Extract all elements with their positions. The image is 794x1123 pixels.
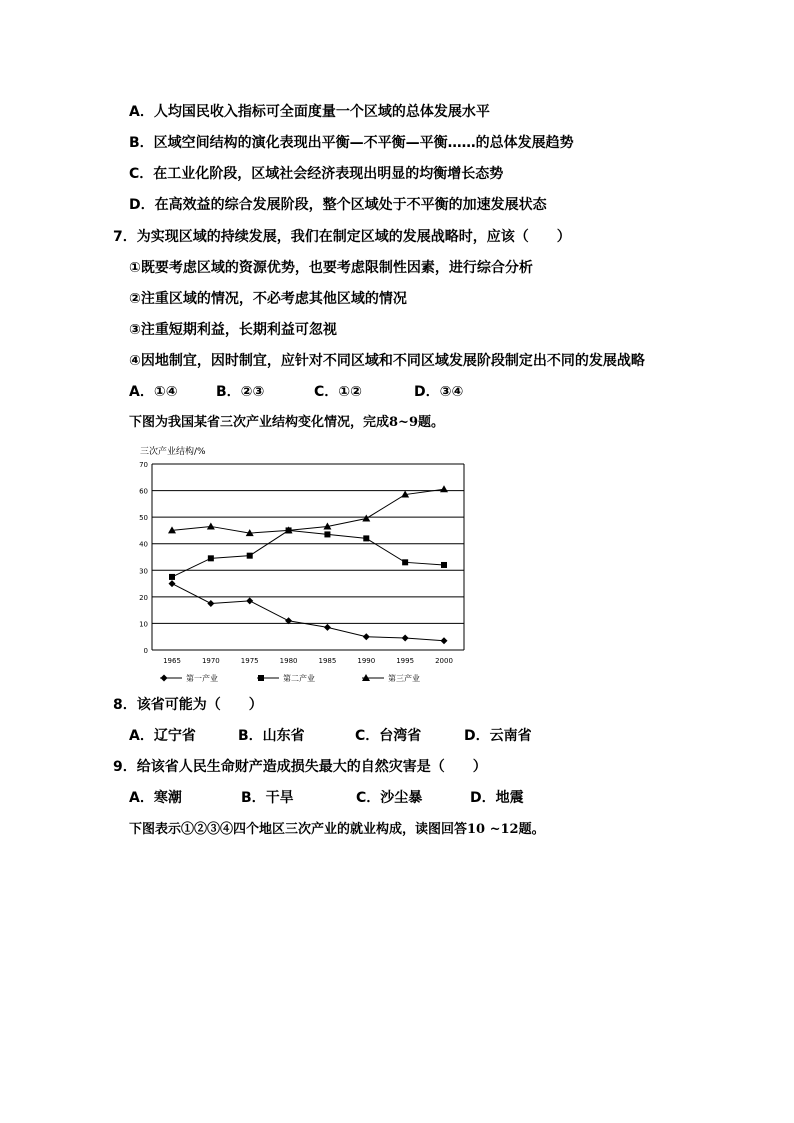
y-tick-label-0: 0	[143, 647, 148, 655]
y-tick-label-10: 10	[139, 620, 148, 629]
point-s1-1965	[169, 580, 176, 587]
x-tick-label-1970: 1970	[201, 657, 220, 665]
x-tick-label-1990: 1990	[357, 657, 376, 665]
x-tick-label-2000: 2000	[435, 657, 453, 665]
point-s2-1965	[169, 574, 175, 580]
legend-label-3: 第三产业	[388, 674, 420, 683]
q9-choices	[0, 788, 794, 808]
point-s2-1985	[324, 531, 330, 537]
y-tick-label-20: 20	[139, 593, 148, 602]
q7-choice-d: D．③④	[414, 384, 464, 400]
q8-choices	[0, 726, 794, 746]
x-tick-label-1995: 1995	[396, 657, 415, 665]
q9-stem: 9．给该省人民生命财产造成损失最大的自然灾害是（ ）	[113, 759, 487, 775]
chart-intro: 下图为我国某省三次产业结构变化情况，完成8~9题。	[129, 415, 444, 430]
y-tick-label-40: 40	[139, 540, 148, 549]
next-figure-intro: 下图表示①②③④四个地区三次产业的就业构成，读图回答10 ~12题。	[129, 822, 545, 837]
y-tick-label-30: 30	[139, 567, 148, 576]
q7-statement-4: ④因地制宜，因时制宜，应针对不同区域和不同区域发展阶段制定出不同的发展战略	[129, 353, 645, 369]
y-axis-label: 三次产业结构/%	[140, 447, 206, 457]
q7-statement-2: ②注重区域的情况，不必考虑其他区域的情况	[129, 291, 407, 307]
legend-marker-1	[161, 675, 168, 682]
y-tick-label-70: 70	[139, 461, 148, 469]
q9-choice-a: A．寒潮	[129, 790, 182, 806]
legend-marker-2	[258, 675, 264, 681]
x-tick-label-1965: 1965	[163, 657, 181, 665]
point-s2-1970	[208, 555, 214, 561]
point-s2-1995	[402, 559, 408, 565]
q8-choice-c: C．台湾省	[355, 728, 422, 744]
point-s1-1995	[402, 635, 409, 642]
point-s2-2000	[441, 562, 447, 568]
y-tick-label-60: 60	[139, 487, 148, 496]
q7-choices	[0, 382, 794, 402]
q7-statement-3: ③注重短期利益，长期利益可忽视	[129, 322, 337, 338]
series-line-1	[172, 584, 444, 641]
y-tick-label-50: 50	[139, 514, 148, 523]
point-s2-1990	[363, 535, 369, 541]
legend-label-2: 第二产业	[283, 674, 315, 683]
point-s1-1985	[324, 624, 331, 631]
x-tick-label-1975: 1975	[240, 657, 259, 665]
q9-choice-b: B．干旱	[241, 790, 294, 806]
industry-structure-chart	[132, 440, 477, 685]
x-tick-label-1985: 1985	[318, 657, 337, 665]
point-s1-2000	[441, 637, 448, 644]
legend-label-1: 第一产业	[186, 674, 218, 683]
point-s1-1975	[246, 597, 253, 604]
point-s3-1970	[207, 522, 215, 529]
q9-choice-d: D．地震	[470, 790, 524, 806]
point-s1-1990	[363, 633, 370, 640]
q9-choice-c: C．沙尘暴	[356, 790, 423, 806]
x-tick-label-1980: 1980	[279, 657, 298, 665]
q7-choice-a: A．①④	[129, 384, 178, 400]
q8-choice-b: B．山东省	[238, 728, 305, 744]
point-s1-1970	[207, 600, 214, 607]
q7-stem: 7．为实现区域的持续发展，我们在制定区域的发展战略时，应该（ ）	[113, 229, 571, 245]
q6-option-c: C．在工业化阶段，区域社会经济表现出明显的均衡增长态势	[129, 166, 504, 182]
q6-option-d: D．在高效益的综合发展阶段，整个区域处于不平衡的加速发展状态	[129, 197, 547, 213]
q6-option-b: B．区域空间结构的演化表现出平衡—不平衡—平衡……的总体发展趋势	[129, 135, 574, 151]
q6-option-a: A．人均国民收入指标可全面度量一个区域的总体发展水平	[129, 104, 490, 120]
point-s2-1975	[247, 553, 253, 559]
q7-choice-b: B．②③	[216, 384, 265, 400]
point-s3-1990	[362, 514, 370, 521]
q8-choice-a: A．辽宁省	[129, 728, 196, 744]
q7-statement-1: ①既要考虑区域的资源优势，也要考虑限制性因素，进行综合分析	[129, 260, 533, 276]
q8-stem: 8．该省可能为（ ）	[113, 697, 263, 713]
point-s3-2000	[440, 485, 448, 492]
q7-choice-c: C．①②	[314, 384, 362, 400]
q8-choice-d: D．云南省	[464, 728, 532, 744]
